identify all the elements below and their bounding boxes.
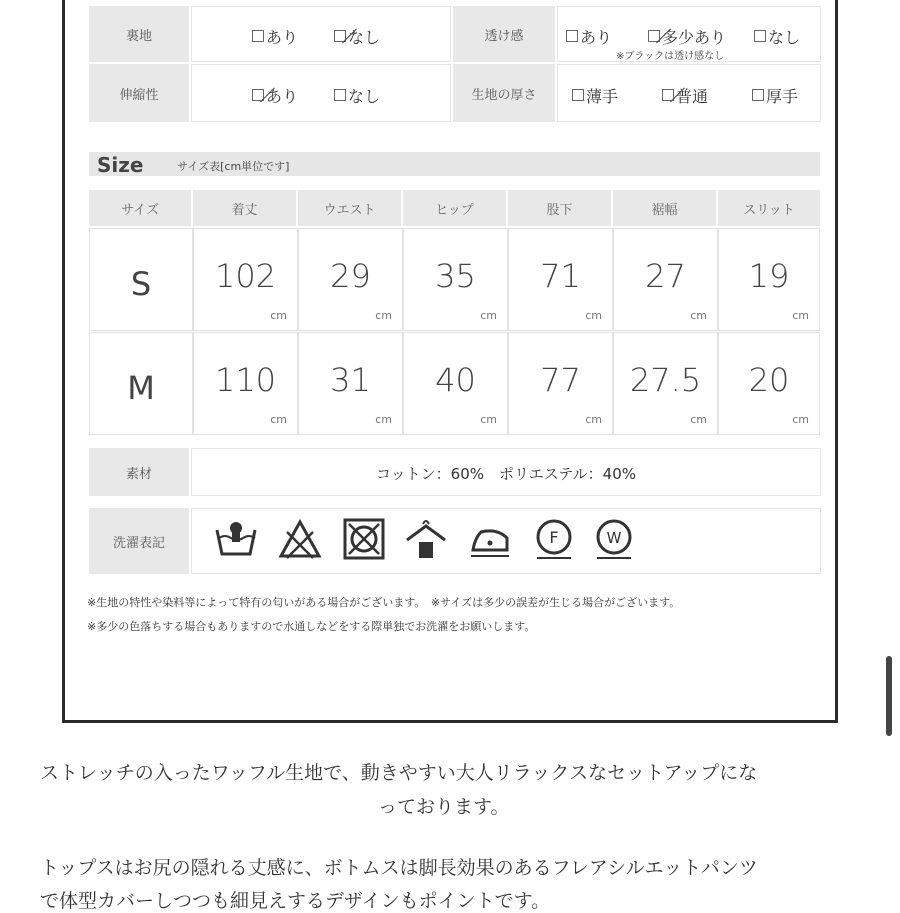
- footnote-1: ※生地の特性や染料等によって特有の匂いがある場合がございます。 ※サイズは多少の誤差が生じる場合がございます。: [87, 596, 681, 609]
- checkbox-icon: [566, 30, 578, 42]
- lining-option-yes: あり: [252, 25, 298, 48]
- material-value: コットン：60% ポリエステル：40%: [191, 448, 821, 496]
- size-table-header-size: サイズ: [89, 190, 193, 226]
- checkbox-icon: [572, 89, 584, 101]
- size-table-header-length: 着丈: [193, 190, 298, 226]
- checked-checkbox-icon: [252, 89, 264, 101]
- sheer-option-somewhat: 多少あり: [648, 25, 726, 48]
- lining-option-no: なし: [334, 25, 380, 48]
- scrollbar-thumb[interactable]: [886, 656, 892, 736]
- table-cell: 19 cm: [718, 228, 820, 331]
- description-line-4: で体型カバーしつつも細見えするデザインもポイントです。: [40, 890, 551, 912]
- table-cell: 35 cm: [403, 228, 508, 331]
- size-section-header: [89, 152, 820, 176]
- table-cell: 27.5 cm: [613, 332, 718, 435]
- description-line-3: トップスはお尻の隠れる丈感に、ボトムスは脚長効果のあるフレアシルエットパンツ: [40, 857, 758, 879]
- checked-checkbox-icon: [648, 30, 660, 42]
- size-table-header-slit: スリット: [718, 190, 820, 226]
- sheer-note: ※ブラックは透け感なし: [616, 51, 725, 62]
- stretch-option-yes: あり: [252, 84, 298, 107]
- thickness-option-thin: 薄手: [572, 84, 618, 107]
- footnote-2: ※多少の色落ちする場合もありますので水通しなどをする際単独でお洗濯をお願いします。: [87, 620, 536, 633]
- svg-text:F: F: [549, 528, 559, 547]
- hang-dry-icon: [403, 516, 449, 562]
- size-table-header-hip: ヒップ: [403, 190, 508, 226]
- dry-clean-f-icon: [531, 516, 577, 562]
- thickness-option-thick: 厚手: [752, 84, 798, 107]
- wet-clean-w-icon: [591, 516, 637, 562]
- size-table-header-hem: 裾幅: [613, 190, 718, 226]
- thickness-label: 生地の厚さ: [453, 64, 555, 122]
- checkbox-icon: [252, 30, 264, 42]
- thickness-option-normal: 普通: [662, 84, 708, 107]
- care-label: 洗濯表記: [89, 508, 189, 574]
- sheer-options: [557, 6, 821, 62]
- checkbox-icon: [752, 89, 764, 101]
- checked-checkbox-icon: [334, 30, 346, 42]
- sheer-option-yes: あり: [566, 25, 612, 48]
- lining-options: [191, 6, 451, 62]
- checked-checkbox-icon: [662, 89, 674, 101]
- table-cell: 27 cm: [613, 228, 718, 331]
- size-table-header-waist: ウエスト: [298, 190, 403, 226]
- checkbox-icon: [754, 30, 766, 42]
- table-row-m-size: M: [89, 332, 193, 435]
- table-row-s-size: S: [89, 228, 193, 331]
- sheer-label: 透け感: [453, 6, 555, 62]
- stretch-options: [191, 64, 451, 122]
- svg-text:W: W: [606, 529, 622, 547]
- table-cell: 31 cm: [298, 332, 403, 435]
- size-subtitle: サイズ表[cm単位です]: [177, 160, 290, 173]
- product-spec-card: [62, 0, 838, 723]
- lining-label: 裏地: [89, 6, 189, 62]
- table-cell: 110 cm: [193, 332, 298, 435]
- no-tumble-dry-icon: [341, 516, 387, 562]
- sheer-option-no: なし: [754, 25, 800, 48]
- table-cell: 20 cm: [718, 332, 820, 435]
- description-line-2: っております。: [378, 796, 510, 818]
- hand-wash-icon: [213, 516, 259, 562]
- thickness-options: [557, 64, 821, 122]
- material-label: 素材: [89, 448, 189, 496]
- iron-low-icon: [467, 516, 513, 562]
- stretch-label: 伸縮性: [89, 64, 189, 122]
- stretch-option-no: なし: [334, 84, 380, 107]
- table-cell: 29 cm: [298, 228, 403, 331]
- table-cell: 40 cm: [403, 332, 508, 435]
- table-cell: 77 cm: [508, 332, 613, 435]
- size-table-header-inseam: 股下: [508, 190, 613, 226]
- no-bleach-icon: [277, 516, 323, 562]
- checkbox-icon: [334, 89, 346, 101]
- table-cell: 102 cm: [193, 228, 298, 331]
- table-cell: 71 cm: [508, 228, 613, 331]
- size-title: Size: [97, 153, 144, 177]
- description-line-1: ストレッチの入ったワッフル生地で、動きやすい大人リラックスなセットアップにな: [40, 762, 758, 784]
